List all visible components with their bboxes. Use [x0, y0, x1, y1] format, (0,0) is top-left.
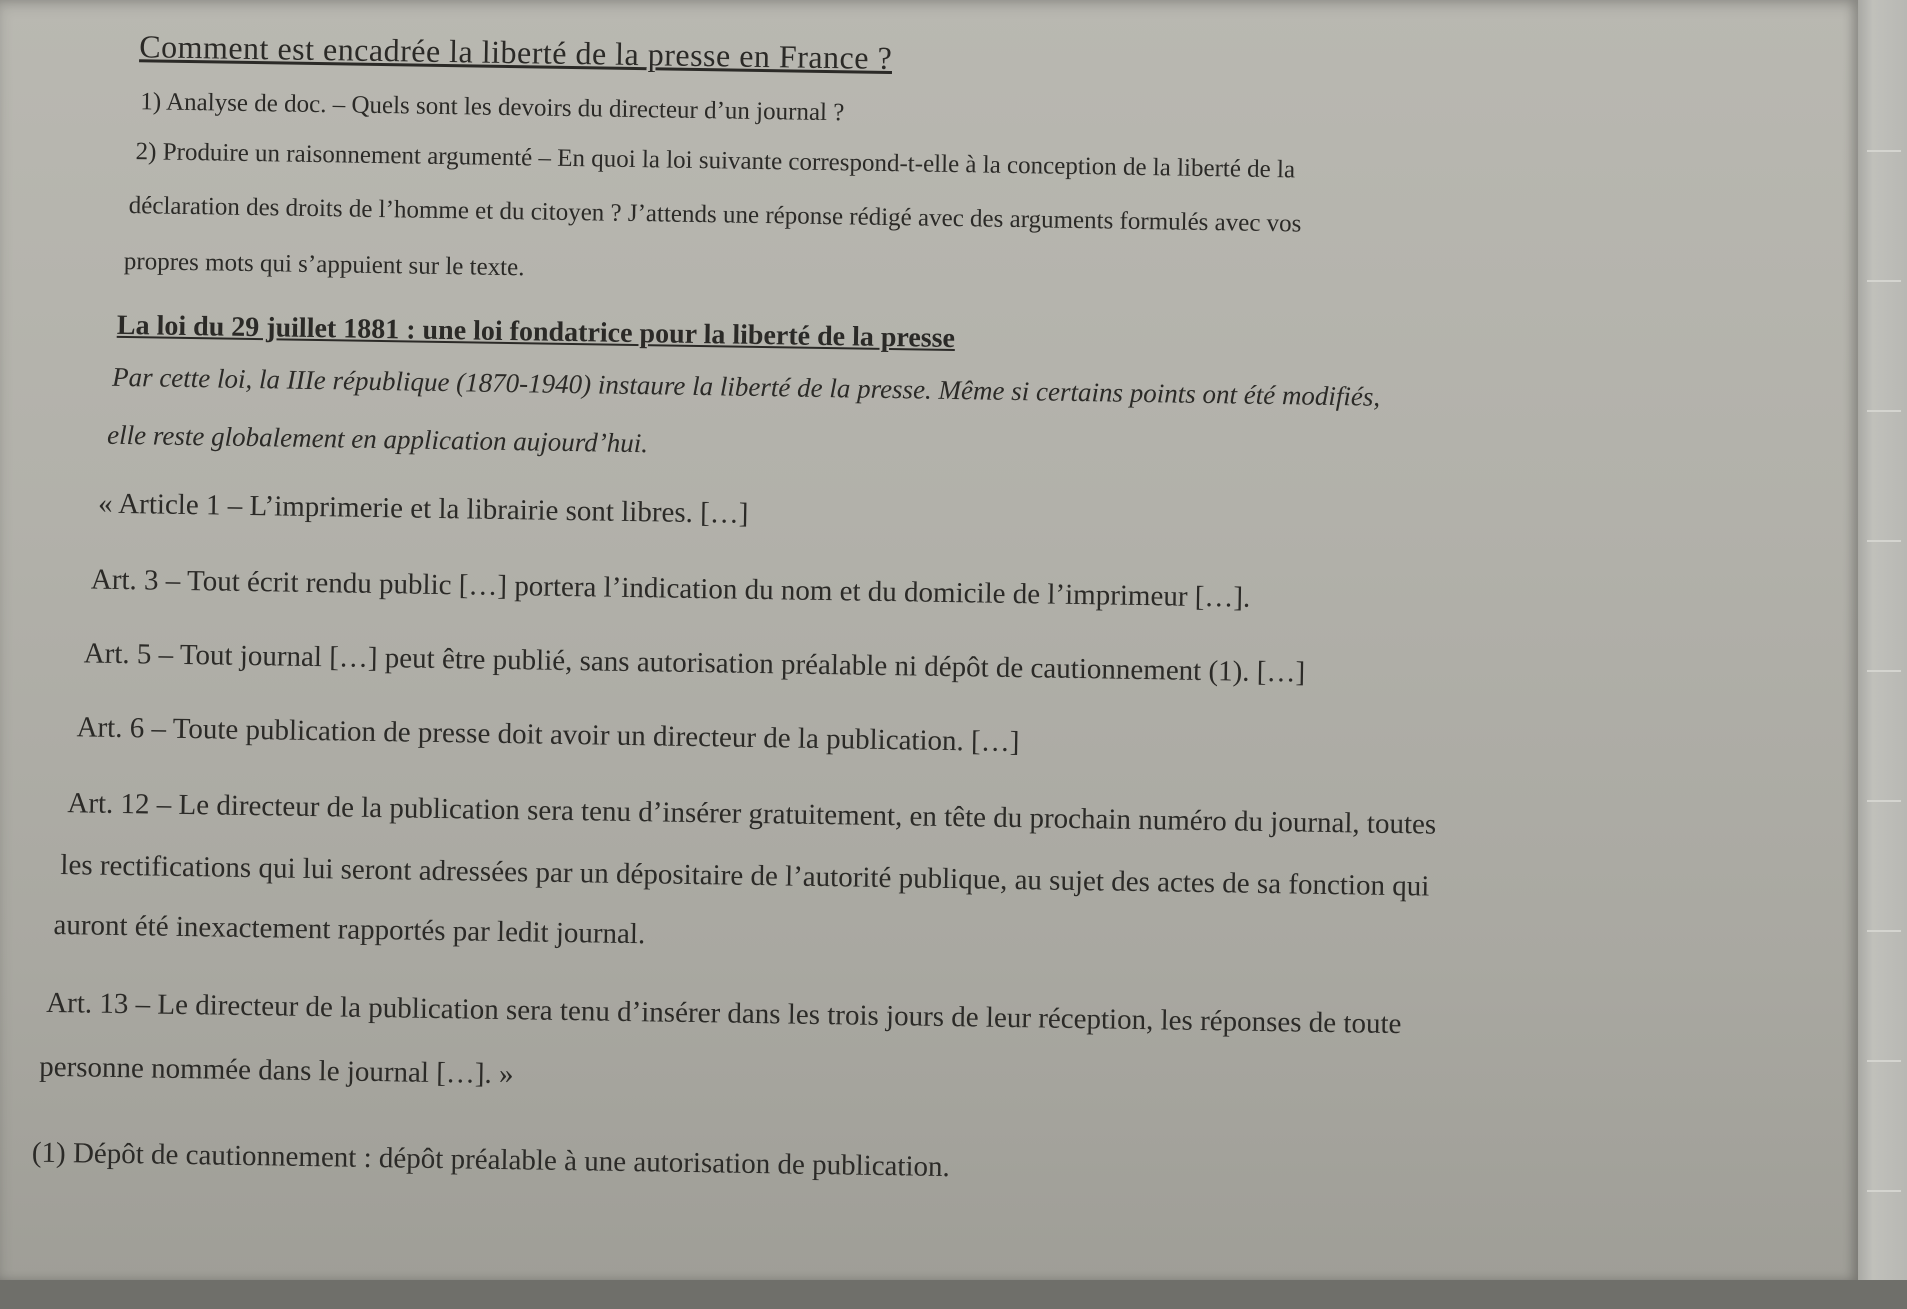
- article-13-line-2: personne nommée dans le journal […]. »: [38, 1050, 514, 1091]
- article-12-line-1: Art. 12 – Le directeur de la publication sera tenu d’insérer gratuitement, en tête du prochain numéro du journal, toutes: [67, 787, 1437, 841]
- article-6: Art. 6 – Toute publication de presse doit avoir un directeur de la publication. […]: [76, 711, 1020, 759]
- document-subtitle: La loi du 29 juillet 1881 : une loi fondatrice pour la liberté de la presse: [116, 309, 956, 355]
- question-1: 1) Analyse de doc. – Quels sont les devoirs du directeur d’un journal ?: [140, 88, 845, 127]
- question-2-line-1: 2) Produire un raisonnement argumenté – En quoi la loi suivante correspond-t-elle à la conception de la liberté de la: [135, 138, 1296, 184]
- article-5: Art. 5 – Tout journal […] peut être publié, sans autorisation préalable ni dépôt de cautionnement (1). […]: [83, 637, 1306, 689]
- intro-line-1: Par cette loi, la IIIe république (1870-1940) instaure la liberté de la presse. Même si certains points ont été modifiés,: [111, 361, 1381, 412]
- article-1: « Article 1 – L’imprimerie et la librairie sont libres. […]: [97, 487, 749, 530]
- article-13-line-1: Art. 13 – Le directeur de la publication sera tenu d’insérer dans les trois jours de leur réception, les réponses de toute: [46, 986, 1402, 1041]
- question-2-line-3: propres mots qui s’appuient sur le texte.: [123, 247, 525, 282]
- article-12-line-3: auront été inexactement rapportés par ledit journal.: [53, 908, 646, 951]
- intro-line-2: elle reste globalement en application aujourd’hui.: [106, 419, 649, 459]
- question-2-line-2: déclaration des droits de l’homme et du citoyen ? J’attends une réponse rédigé avec des arguments formulés avec vos: [128, 192, 1302, 238]
- article-12-line-2: les rectifications qui lui seront adressées par un dépositaire de l’autorité publique, au sujet des actes de sa fonction qui: [60, 849, 1430, 903]
- page-title: Comment est encadrée la liberté de la presse en France ?: [139, 28, 893, 77]
- footnote: (1) Dépôt de cautionnement : dépôt préalable à une autorisation de publication.: [31, 1136, 951, 1184]
- article-3: Art. 3 – Tout écrit rendu public […] portera l’indication du nom et du domicile de l’imprimeur […].: [90, 563, 1251, 614]
- paper-edge: [1858, 0, 1907, 1280]
